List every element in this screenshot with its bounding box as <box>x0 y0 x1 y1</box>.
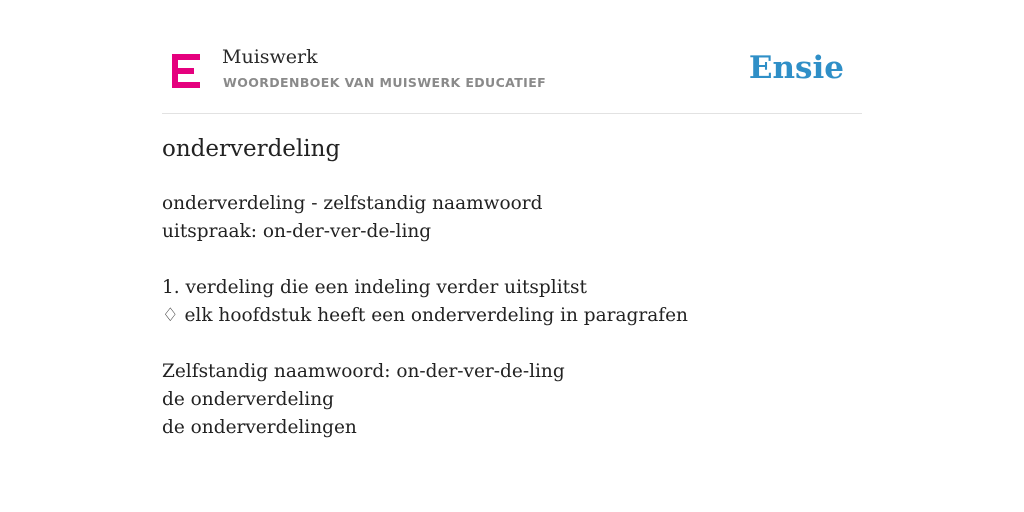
muiswerk-logo-icon[interactable] <box>172 54 200 88</box>
entry-line-singular: de onderverdeling <box>162 389 334 410</box>
entry-line-example: ♢ elk hoofdstuk heeft een onderverdeling in paragrafen <box>162 305 688 326</box>
ensie-logo-link[interactable]: Ensie <box>748 50 844 86</box>
brand-subtitle: WOORDENBOEK VAN MUISWERK EDUCATIEF <box>223 75 547 90</box>
entry-line-hyphenation: Zelfstandig naamwoord: on-der-ver-de-ling <box>162 361 565 382</box>
entry-content <box>162 190 862 442</box>
entry-line-definition-type: onderverdeling - zelfstandig naamwoord <box>162 193 543 214</box>
brand-name[interactable]: Muiswerk <box>222 46 318 68</box>
entry-line-pronunciation: uitspraak: on-der-ver-de-ling <box>162 221 432 242</box>
entry-line-meaning: 1. verdeling die een indeling verder uitsplitst <box>162 277 587 298</box>
site-header <box>162 40 862 114</box>
entry-line-blank <box>162 246 862 274</box>
entry-title: onderverdeling <box>162 136 341 162</box>
entry-line-plural: de onderverdelingen <box>162 417 357 438</box>
entry-line-blank <box>162 330 862 358</box>
